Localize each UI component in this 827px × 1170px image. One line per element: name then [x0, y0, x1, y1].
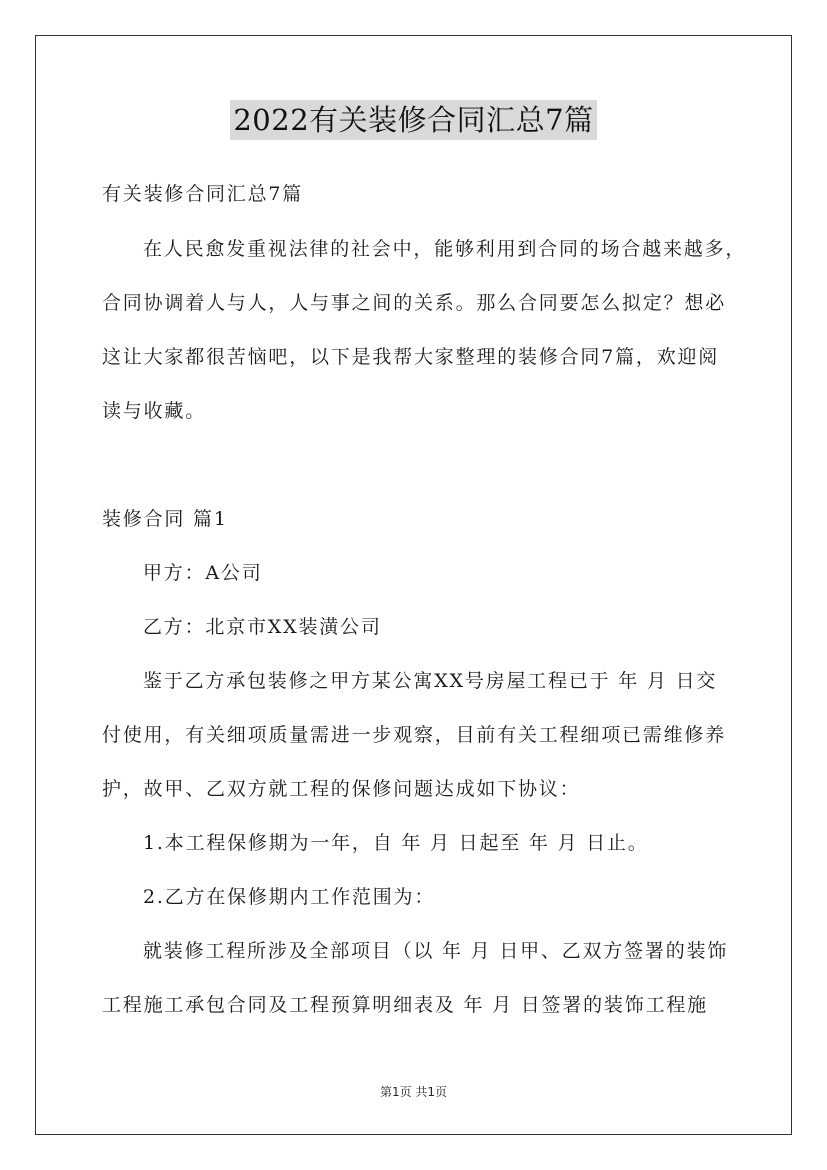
paragraph-1-line-1: 鉴于乙方承包装修之甲方某公寓XX号房屋工程已于 年 月 日交	[143, 670, 718, 692]
clause-2: 2.乙方在保修期内工作范围为：	[143, 886, 436, 908]
paragraph-1-line-3: 护，故甲、乙双方就工程的保修问题达成如下协议：	[102, 778, 581, 800]
document-subtitle: 有关装修合同汇总7篇	[102, 183, 304, 205]
intro-line-2: 合同协调着人与人，人与事之间的关系。那么合同要怎么拟定？想必	[102, 292, 727, 314]
clause-1: 1.本工程保修期为一年，自 年 月 日起至 年 月 日止。	[143, 832, 649, 854]
page-footer: 第1页 共1页	[379, 1085, 448, 1099]
intro-line-1: 在人民愈发重视法律的社会中，能够利用到合同的场合越来越多，	[143, 238, 747, 260]
party-b: 乙方：北京市XX装潢公司	[143, 616, 382, 638]
paragraph-2-line-2: 工程施工承包合同及工程预算明细表及 年 月 日签署的装饰工程施	[102, 994, 708, 1016]
paragraph-2-line-1: 就装修工程所涉及全部项目（以 年 月 日甲、乙双方签署的装饰	[143, 940, 729, 962]
document-title: 2022有关装修合同汇总7篇	[230, 100, 596, 140]
intro-line-3: 这让大家都很苦恼吧，以下是我帮大家整理的装修合同7篇，欢迎阅	[102, 346, 720, 368]
party-a: 甲方：A公司	[143, 562, 263, 584]
section-heading: 装修合同 篇1	[102, 508, 228, 530]
title-container	[0, 100, 827, 140]
intro-line-4: 读与收藏。	[102, 400, 207, 422]
paragraph-1-line-2: 付使用，有关细项质量需进一步观察，目前有关工程细项已需维修养	[102, 724, 727, 746]
